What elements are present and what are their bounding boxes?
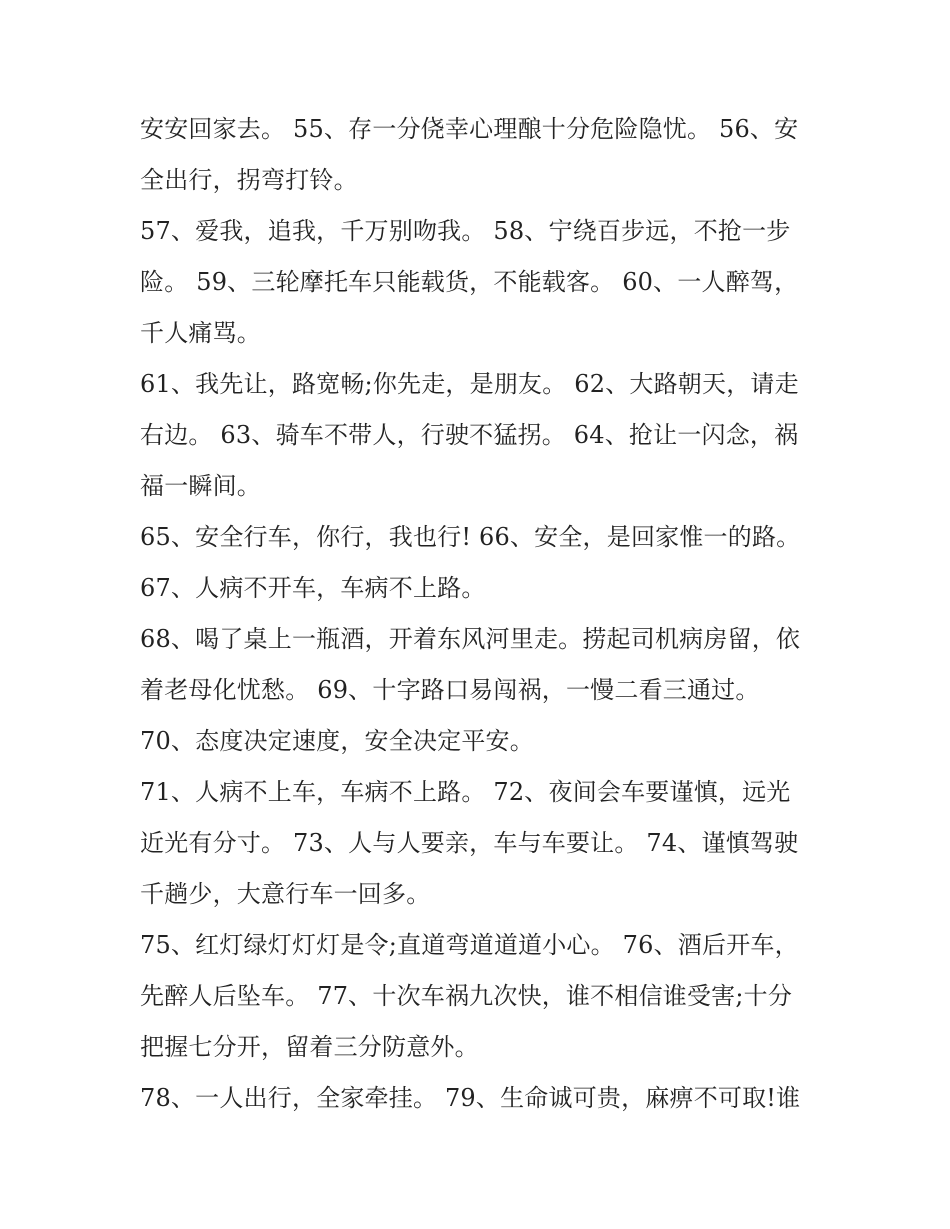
text-line: 65、安全行车，你行，我也行! 66、安全，是回家惟一的路。 (140, 523, 801, 551)
text-line: 险。 59、三轮摩托车只能载货，不能载客。 60、一人醉驾， (140, 268, 799, 296)
text-line: 全出行，拐弯打铃。 (140, 166, 358, 194)
text-line: 67、人病不开车，车病不上路。 (140, 574, 486, 602)
text-line: 千人痛骂。 (140, 319, 261, 347)
text-line: 把握七分开，留着三分防意外。 (140, 1033, 479, 1061)
text-line: 近光有分寸。 73、人与人要亲，车与车要让。 74、谨慎驾驶 (140, 829, 799, 857)
text-line: 68、喝了桌上一瓶酒，开着东风河里走。捞起司机病房留，依 (140, 625, 801, 653)
text-line: 71、人病不上车，车病不上路。 72、夜间会车要谨慎，远光 (140, 778, 791, 806)
text-line: 先醉人后坠车。 77、十次车祸九次快，谁不相信谁受害;十分 (140, 982, 793, 1010)
text-line: 61、我先让，路宽畅;你先走，是朋友。 62、大路朝天，请走 (140, 370, 799, 398)
text-line: 57、爱我，追我，千万别吻我。 58、宁绕百步远，不抢一步 (140, 217, 791, 245)
text-line: 福一瞬间。 (140, 472, 261, 500)
text-line: 75、红灯绿灯灯灯是令;直道弯道道道小心。 76、酒后开车， (140, 931, 799, 959)
document-body (140, 104, 820, 1124)
text-line: 安安回家去。 55、存一分侥幸心理酿十分危险隐忧。 56、安 (140, 115, 799, 143)
text-line: 着老母化忧愁。 69、十字路口易闯祸，一慢二看三通过。 (140, 676, 760, 704)
text-line: 78、一人出行，全家牵挂。 79、生命诚可贵，麻痹不可取!谁 (140, 1084, 801, 1112)
text-line: 右边。 63、骑车不带人，行驶不猛拐。 64、抢让一闪念，祸 (140, 421, 799, 449)
text-line: 千趟少，大意行车一回多。 (140, 880, 431, 908)
text-line: 70、态度决定速度，安全决定平安。 (140, 727, 534, 755)
